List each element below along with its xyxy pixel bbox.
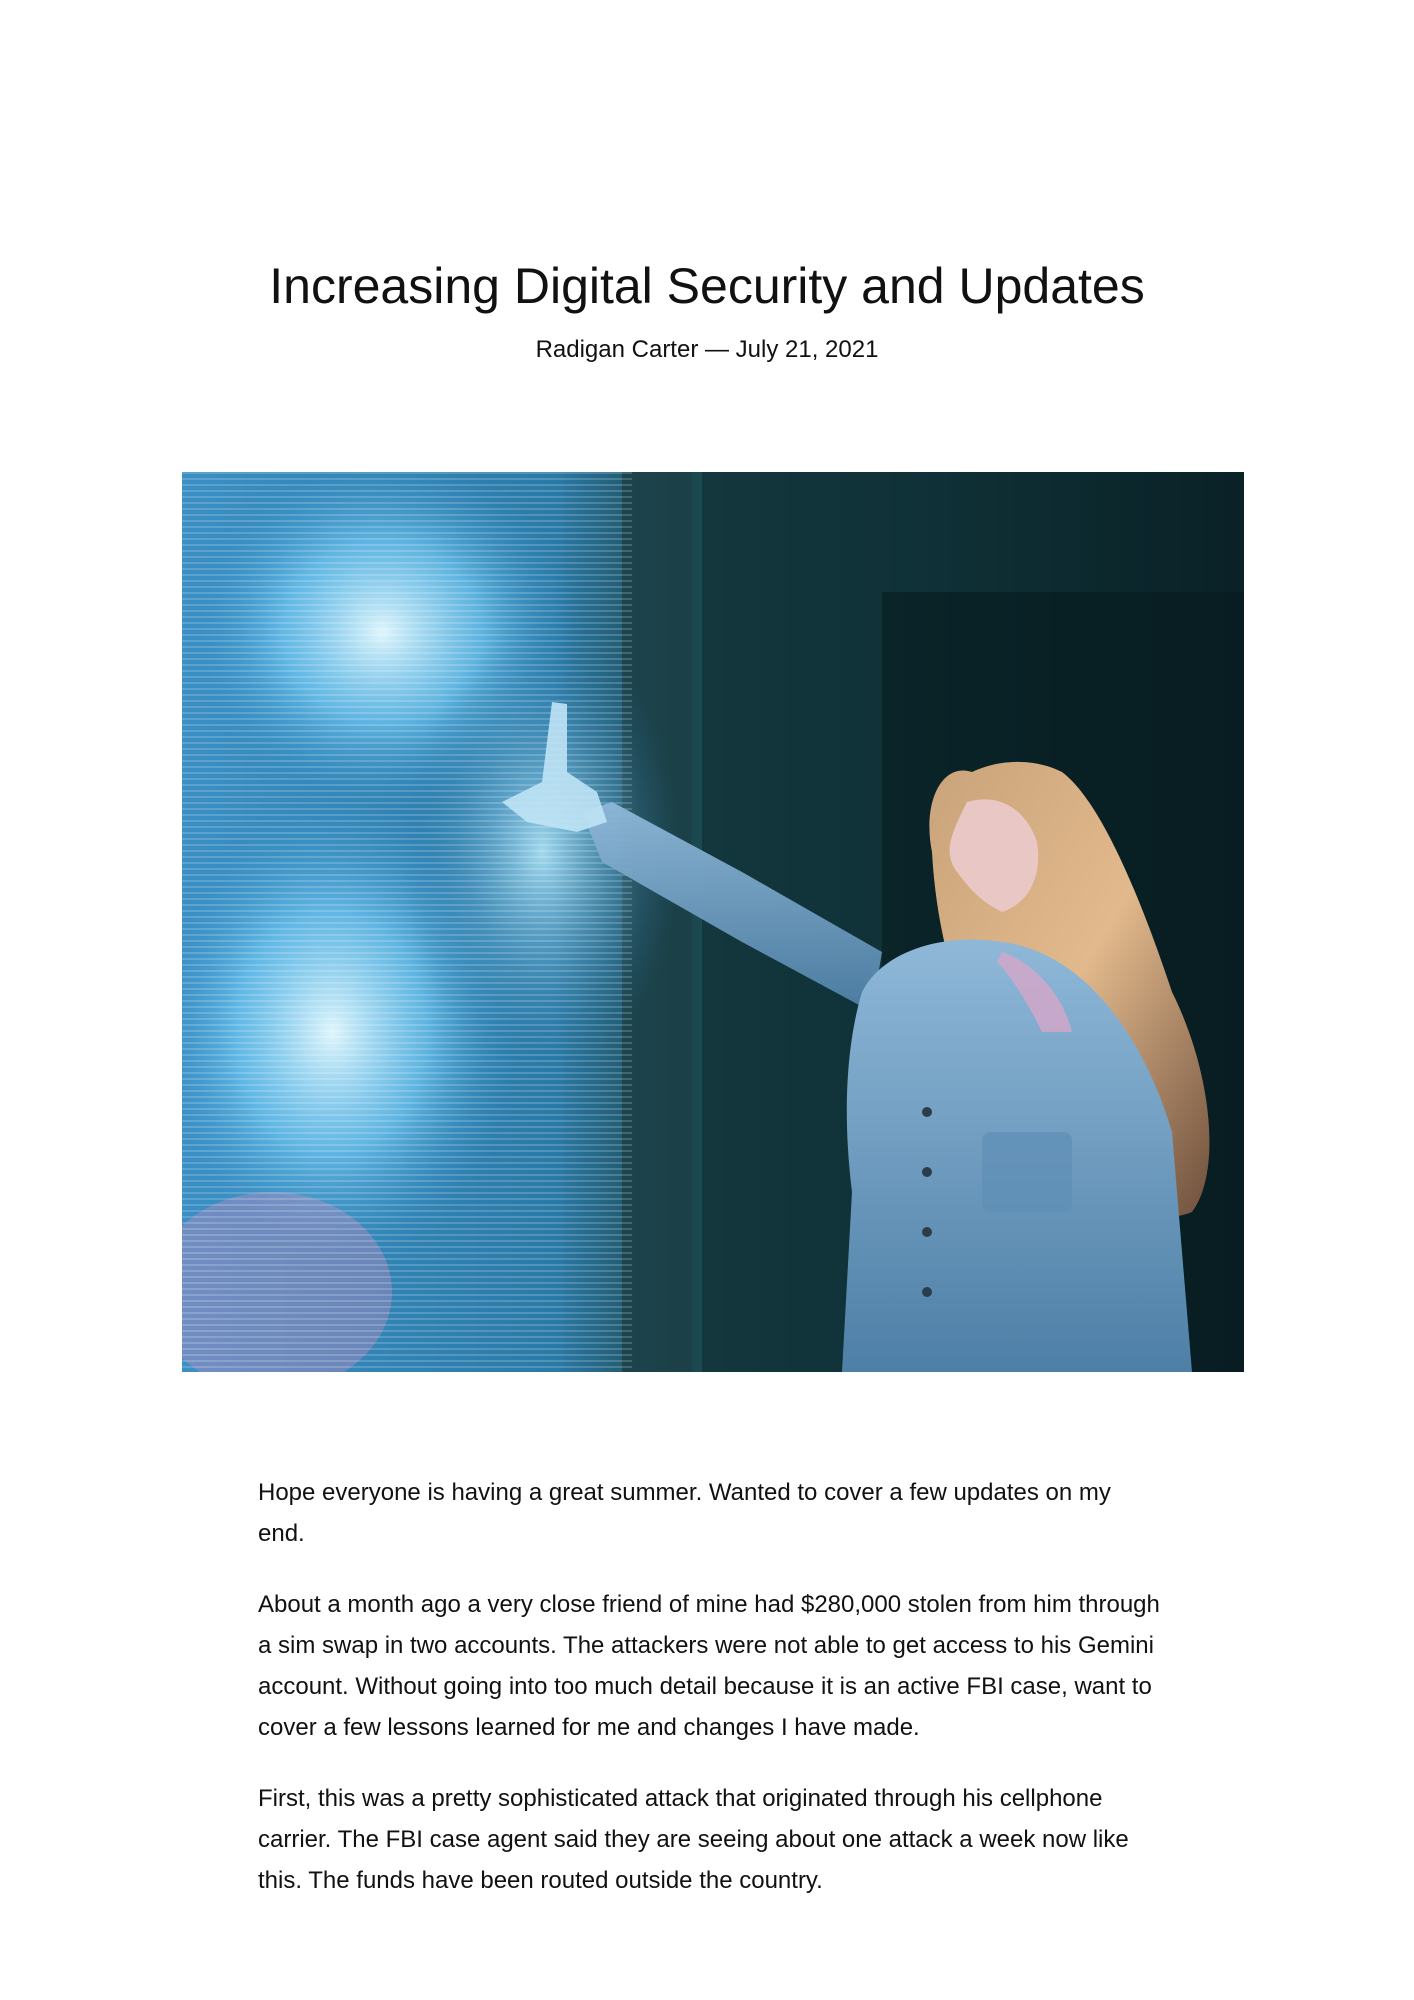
paragraph: About a month ago a very close friend of mine had $280,000 stolen from him through a sim swap in two accounts. The attackers were not able to get access to his Gemini account. Without going into too much detail because it is an active FBI case, want to cover a few lessons learned for me and changes I have made. [258, 1591, 1160, 1741]
hero-image [182, 472, 1244, 1372]
article-title: Increasing Digital Security and Updates [269, 258, 1145, 314]
article-body [258, 1472, 1164, 1931]
article-byline: Radigan Carter — July 21, 2021 [535, 336, 879, 363]
paragraph: Hope everyone is having a great summer. Wanted to cover a few updates on my end. [258, 1479, 1111, 1547]
paragraph: First, this was a pretty sophisticated attack that originated through his cellphone carrier. The FBI case agent said they are seeing about one attack a week now like this. The funds have been routed outside the country. [258, 1785, 1129, 1894]
